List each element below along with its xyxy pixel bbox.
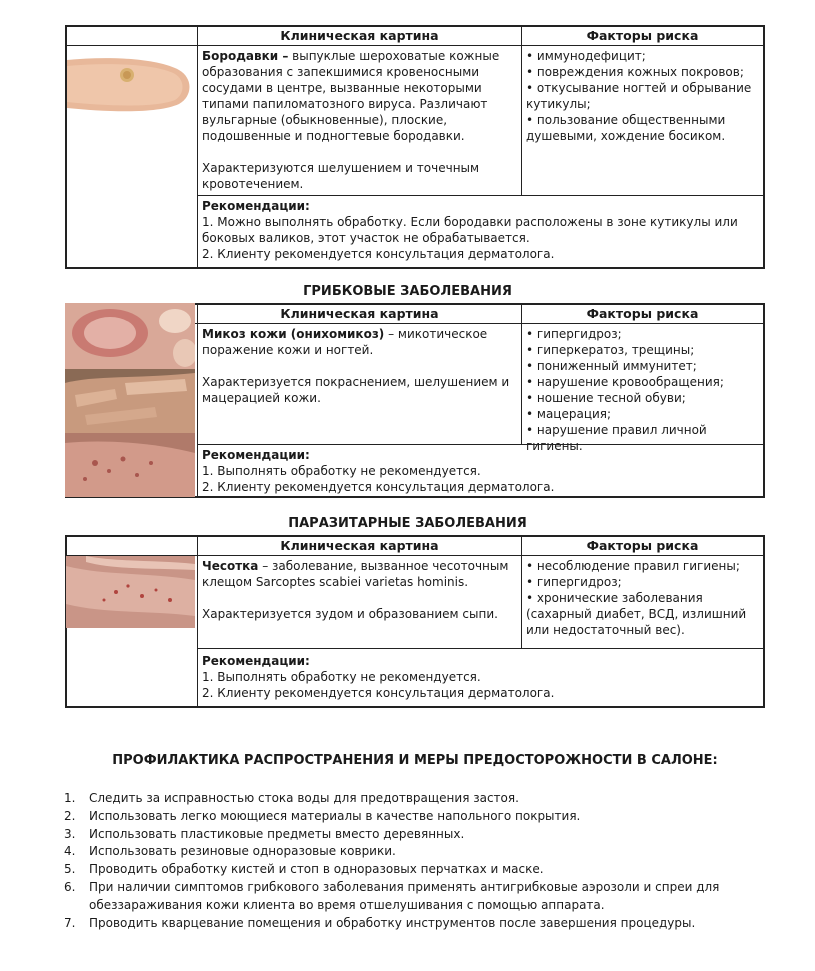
fungal-section-title: ГРИБКОВЫЕ ЗАБОЛЕВАНИЯ xyxy=(303,284,512,299)
list-item: 6. При наличии симптомов грибкового заболевания применять антигрибковые аэрозоли и спреи для обеззараживания кожи клиента во время отшелушивания с помощью аппарата. xyxy=(64,879,720,912)
warts-term: Бородавки – xyxy=(202,49,289,63)
warts-risks: • иммунодефицит; • повреждения кожных покровов; • откусывание ногтей и обрывание кутикулы; • пользование общественными душевыми, хождение босиком. xyxy=(521,46,763,195)
prophylaxis-list xyxy=(64,790,754,932)
prophylaxis-title: ПРОФИЛАКТИКА РАСПРОСТРАНЕНИЯ И МЕРЫ ПРЕДОСТОРОЖНОСТИ В САЛОНЕ: xyxy=(112,753,718,768)
list-item: 4. Использовать резиновые одноразовые коврики. xyxy=(64,844,396,859)
list-item: 5. Проводить обработку кистей и стоп в одноразовых перчатках и маске. xyxy=(64,862,544,877)
table-header xyxy=(67,27,763,46)
scabies-photo xyxy=(66,556,195,628)
parasitic-risks: • несоблюдение правил гигиены; • гипергидроз; • хронические заболевания (сахарный диабет, ВСД, излишний или недостаточный вес). xyxy=(521,556,763,648)
parasitic-recommendations: Рекомендации: 1. Выполнять обработку не рекомендуется. 2. Клиенту рекомендуется консультация дерматолога. xyxy=(197,648,763,706)
fungal-risks: • гипергидроз; • гиперкератоз, трещины; • пониженный иммунитет; • нарушение кровообращения; • ношение тесной обуви; • мацерация; • нарушение правил личной гигиены. xyxy=(521,324,763,444)
warts-characteristics: Характеризуются шелушением и точечным кровотечением. xyxy=(202,161,480,191)
parasitic-section-title: ПАРАЗИТАРНЫЕ ЗАБОЛЕВАНИЯ xyxy=(288,516,527,531)
list-item: 3. Использовать пластиковые предметы вместо деревянных. xyxy=(64,826,465,841)
fungal-description: Микоз кожи (онихомикоз) – микотическое поражение кожи и ногтей. Характеризуется покраснением, шелушением и мацерацией кожи. xyxy=(197,324,521,444)
wart-finger-photo xyxy=(67,46,195,120)
table-header: Клиническая картина Факторы риска xyxy=(67,537,763,556)
fungal-photos xyxy=(65,303,195,497)
parasitic-description: Чесотка – заболевание, вызванное чесоточным клещом Sarcoptes scabiei varietas hominis. Характеризуется зудом и образованием сыпи. xyxy=(197,556,521,648)
list-item: 1. Следить за исправностью стока воды для предотвращения застоя. xyxy=(64,791,519,805)
clinical-header: Клиническая картина xyxy=(197,27,521,45)
risk-header: Факторы риска xyxy=(521,27,763,45)
parasitic-characteristics: Характеризуется зудом и образованием сыпи. xyxy=(202,607,498,621)
fungal-characteristics: Характеризуется покраснением, шелушением и мацерацией кожи. xyxy=(202,375,510,405)
fungal-term: Микоз кожи (онихомикоз) xyxy=(202,327,385,341)
list-item: 2. Использовать легко моющиеся материалы в качестве напольного покрытия. xyxy=(64,808,581,823)
warts-description: Бородавки – выпуклые шероховатые кожные образования с запекшимися кровеносными сосудами в центре, вызванные некоторыми типами папиломатозного вируса. Различают вульгарные (обыкновенные), плоские, подошвенные и подногтевые бородавки. Характеризуются шелушением и точечным кровотечением. xyxy=(197,46,521,195)
table-header: Клиническая картина Факторы риска xyxy=(67,305,763,324)
warts-recommendations: Рекомендации: 1. Можно выполнять обработку. Если бородавки расположены в зоне кутикулы или боковых валиков, этот участок не обрабатывается. 2. Клиенту рекомендуется консультация дерматолога. xyxy=(197,195,763,267)
list-item: 7. Проводить кварцевание помещения и обработку инструментов после завершения процедуры. xyxy=(64,915,696,930)
fungal-recommendations: Рекомендации: 1. Выполнять обработку не рекомендуется. 2. Клиенту рекомендуется консультация дерматолога. xyxy=(197,444,763,496)
parasitic-term: Чесотка xyxy=(202,559,259,573)
